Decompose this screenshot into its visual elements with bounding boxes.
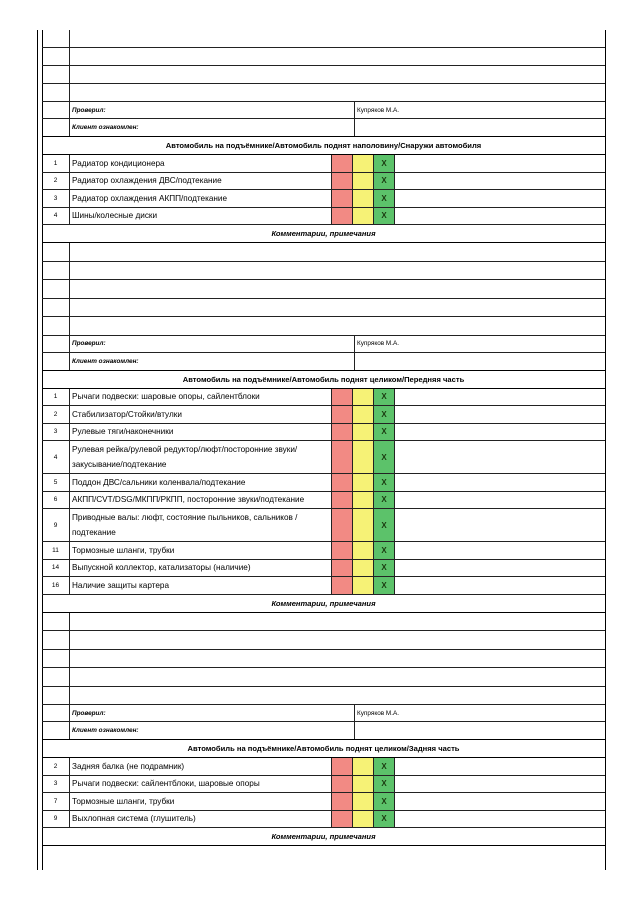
item-label-text: Шины/колесные диски — [72, 211, 158, 221]
status-green-cell[interactable]: X — [373, 776, 394, 793]
status-green-cell[interactable]: X — [373, 406, 394, 423]
item-label — [69, 811, 331, 828]
status-green-cell[interactable]: X — [373, 758, 394, 775]
item-label — [69, 190, 331, 207]
item-note-cell[interactable] — [394, 173, 605, 190]
item-label — [69, 758, 331, 775]
item-label-text: АКПП/CVT/DSG/МКПП/РКПП, посторонние звуки/подтекание — [72, 495, 305, 505]
blank-row — [42, 30, 605, 48]
checklist-row — [42, 155, 605, 173]
item-number: 2 — [53, 410, 58, 418]
item-label-text: Выхлопная система (глушитель) — [72, 814, 196, 824]
status-yellow-cell[interactable] — [352, 560, 373, 577]
item-label-text: Поддон ДВС/сальники коленвала/подтекание — [72, 477, 246, 487]
status-red-cell[interactable] — [331, 424, 352, 441]
blank-cell[interactable] — [69, 613, 605, 631]
status-green-cell[interactable]: X — [373, 793, 394, 810]
item-label-text: Задняя балка (не подрамник) — [72, 761, 185, 771]
blank-cell[interactable] — [69, 243, 605, 261]
comments-header — [42, 595, 605, 613]
comments-header — [42, 225, 605, 243]
checked-by-value: Купряков М.А. — [354, 336, 605, 352]
checklist-row — [42, 173, 605, 191]
blank-row — [42, 613, 605, 632]
item-label — [69, 577, 331, 594]
checked-by-label: Проверил: — [69, 102, 354, 118]
status-green-cell[interactable]: X — [373, 173, 394, 190]
item-number: 16 — [51, 581, 60, 589]
status-red-cell[interactable] — [331, 208, 352, 225]
blank-cell[interactable] — [69, 631, 605, 649]
status-green-cell[interactable]: X — [373, 474, 394, 491]
item-label — [69, 441, 331, 473]
client-row — [42, 119, 605, 137]
blank-cell[interactable] — [69, 299, 605, 317]
item-label-text: Рычаги подвески: сайлентблоки, шаровые опоры — [72, 779, 260, 789]
checklist-row — [42, 424, 605, 442]
status-green-cell[interactable]: X — [373, 560, 394, 577]
item-label-text: Выпускной коллектор, катализаторы (наличие) — [72, 563, 251, 573]
checklist-row — [42, 190, 605, 208]
item-note-cell[interactable] — [394, 758, 605, 775]
item-label-text: Наличие защиты картера — [72, 580, 170, 590]
item-number: 7 — [53, 797, 58, 805]
blank-row — [42, 687, 605, 706]
status-yellow-cell[interactable] — [352, 208, 373, 225]
item-note-cell[interactable] — [394, 542, 605, 559]
status-yellow-cell[interactable] — [352, 474, 373, 491]
client-row — [42, 353, 605, 371]
item-note-cell[interactable] — [394, 406, 605, 423]
item-note-cell[interactable] — [394, 389, 605, 406]
client-acknowledged-label: Клиент ознакомлен: — [69, 353, 354, 370]
status-red-cell[interactable] — [331, 389, 352, 406]
status-red-cell[interactable] — [331, 776, 352, 793]
status-green-cell[interactable]: X — [373, 811, 394, 828]
item-label-text: Приводные валы: люфт, состояние пыльников, сальников / подтекание — [72, 513, 298, 537]
blank-row — [42, 84, 605, 102]
status-yellow-cell[interactable] — [352, 441, 373, 473]
item-number: 9 — [53, 815, 58, 823]
item-label-text: Рулевая рейка/рулевой редуктор/люфт/посторонние звуки/закусывание/подтекание — [72, 445, 298, 469]
item-number: 2 — [53, 177, 58, 185]
status-yellow-cell[interactable] — [352, 509, 373, 541]
status-yellow-cell[interactable] — [352, 577, 373, 594]
status-green-cell[interactable]: X — [373, 577, 394, 594]
status-yellow-cell[interactable] — [352, 811, 373, 828]
status-red-cell[interactable] — [331, 542, 352, 559]
status-green-cell[interactable]: X — [373, 441, 394, 473]
status-yellow-cell[interactable] — [352, 793, 373, 810]
item-label-text: Рычаги подвески: шаровые опоры, сайлентблоки — [72, 392, 260, 402]
item-note-cell[interactable] — [394, 509, 605, 541]
section-header — [42, 740, 605, 758]
blank-cell[interactable] — [69, 66, 605, 83]
status-red-cell[interactable] — [331, 758, 352, 775]
checklist-row — [42, 208, 605, 226]
item-label — [69, 155, 331, 172]
status-red-cell[interactable] — [331, 577, 352, 594]
right-border — [605, 30, 606, 870]
status-red-cell[interactable] — [331, 560, 352, 577]
item-label-text: Радиатор охлаждения АКПП/подтекание — [72, 193, 228, 203]
item-label — [69, 406, 331, 423]
status-red-cell[interactable] — [331, 173, 352, 190]
item-label — [69, 208, 331, 225]
blank-cell[interactable] — [69, 48, 605, 65]
item-label — [69, 776, 331, 793]
blank-row — [42, 668, 605, 687]
item-number: 9 — [53, 521, 58, 529]
item-number: 4 — [53, 212, 58, 220]
status-red-cell[interactable] — [331, 509, 352, 541]
blank-row — [42, 650, 605, 669]
item-number: 14 — [51, 564, 60, 572]
blank-row — [42, 317, 605, 336]
checked-by-row — [42, 336, 605, 353]
status-green-cell[interactable]: X — [373, 542, 394, 559]
client-signature-field[interactable] — [354, 119, 605, 136]
item-label — [69, 793, 331, 810]
blank-cell[interactable] — [69, 280, 605, 298]
blank-cell[interactable] — [69, 687, 605, 705]
comments-title: Комментарии, примечания — [271, 832, 376, 841]
checklist-row — [42, 389, 605, 407]
checked-by-value: Купряков М.А. — [354, 705, 605, 721]
section-header — [42, 137, 605, 155]
item-label — [69, 560, 331, 577]
checked-by-row — [42, 102, 605, 119]
section-title: Автомобиль на подъёмнике/Автомобиль поднят целиком/Задняя часть — [187, 744, 460, 753]
checklist-row — [42, 560, 605, 578]
client-signature-field[interactable] — [354, 353, 605, 370]
checklist-row — [42, 577, 605, 595]
item-note-cell[interactable] — [394, 776, 605, 793]
blank-row — [42, 299, 605, 318]
item-label — [69, 424, 331, 441]
checklist-row — [42, 758, 605, 776]
blank-row — [42, 631, 605, 650]
blank-row — [42, 66, 605, 84]
checklist-row — [42, 776, 605, 794]
checklist-row — [42, 509, 605, 542]
status-yellow-cell[interactable] — [352, 190, 373, 207]
item-number: 6 — [53, 496, 58, 504]
client-acknowledged-label: Клиент ознакомлен: — [69, 722, 354, 739]
item-label-text: Радиатор кондиционера — [72, 158, 165, 168]
client-row — [42, 722, 605, 740]
blank-row — [42, 48, 605, 66]
status-red-cell[interactable] — [331, 793, 352, 810]
checklist-row — [42, 811, 605, 829]
checklist-row — [42, 542, 605, 560]
section-title: Автомобиль на подъёмнике/Автомобиль поднят наполовину/Снаружи автомобиля — [165, 141, 482, 150]
status-red-cell[interactable] — [331, 406, 352, 423]
comments-title: Комментарии, примечания — [271, 229, 376, 238]
status-green-cell[interactable]: X — [373, 424, 394, 441]
item-label-text: Радиатор охлаждения ДВС/подтекание — [72, 176, 222, 186]
item-number: 11 — [52, 546, 59, 554]
item-label — [69, 509, 331, 541]
item-label — [69, 389, 331, 406]
item-number: 2 — [53, 762, 58, 770]
status-green-cell[interactable]: X — [373, 509, 394, 541]
status-yellow-cell[interactable] — [352, 389, 373, 406]
item-number: 3 — [53, 194, 58, 202]
item-label — [69, 542, 331, 559]
status-red-cell[interactable] — [331, 492, 352, 509]
status-yellow-cell[interactable] — [352, 542, 373, 559]
status-green-cell[interactable]: X — [373, 208, 394, 225]
item-note-cell[interactable] — [394, 424, 605, 441]
item-label — [69, 474, 331, 491]
comments-title: Комментарии, примечания — [271, 598, 376, 608]
status-green-cell[interactable]: X — [373, 389, 394, 406]
item-note-cell[interactable] — [394, 474, 605, 491]
checklist-row — [42, 406, 605, 424]
item-label-text: Рулевые тяги/наконечники — [72, 427, 174, 437]
blank-cell[interactable] — [69, 30, 605, 47]
section-title: Автомобиль на подъёмнике/Автомобиль поднят целиком/Передняя часть — [182, 374, 465, 384]
item-note-cell[interactable] — [394, 577, 605, 594]
status-yellow-cell[interactable] — [352, 173, 373, 190]
item-note-cell[interactable] — [394, 560, 605, 577]
blank-cell[interactable] — [69, 668, 605, 686]
checklist-row — [42, 793, 605, 811]
status-yellow-cell[interactable] — [352, 776, 373, 793]
item-label — [69, 492, 331, 509]
checked-by-label: Проверил: — [69, 705, 354, 721]
item-label — [69, 173, 331, 190]
status-green-cell[interactable]: X — [373, 155, 394, 172]
status-red-cell[interactable] — [331, 474, 352, 491]
blank-row — [42, 243, 605, 262]
client-signature-field[interactable] — [354, 722, 605, 739]
status-yellow-cell[interactable] — [352, 424, 373, 441]
status-yellow-cell[interactable] — [352, 406, 373, 423]
item-label-text: Тормозные шланги, трубки — [72, 545, 175, 555]
item-note-cell[interactable] — [394, 155, 605, 172]
status-green-cell[interactable]: X — [373, 492, 394, 509]
blank-row — [42, 262, 605, 281]
item-note-cell[interactable] — [394, 208, 605, 225]
status-red-cell[interactable] — [331, 190, 352, 207]
status-green-cell[interactable]: X — [373, 190, 394, 207]
status-red-cell[interactable] — [331, 441, 352, 473]
item-note-cell[interactable] — [394, 190, 605, 207]
comments-header — [42, 828, 605, 846]
checklist-row — [42, 474, 605, 492]
item-note-cell[interactable] — [394, 441, 605, 473]
item-number: 5 — [53, 478, 58, 486]
blank-row — [42, 280, 605, 299]
item-note-cell[interactable] — [394, 492, 605, 509]
item-number: 1 — [53, 159, 58, 167]
item-number: 1 — [53, 393, 58, 401]
item-note-cell[interactable] — [394, 811, 605, 828]
item-label-text: Тормозные шланги, трубки — [72, 796, 175, 806]
status-yellow-cell[interactable] — [352, 758, 373, 775]
item-number: 3 — [53, 428, 58, 436]
item-number: 4 — [53, 453, 58, 461]
section-header — [42, 371, 605, 389]
blank-cell[interactable] — [69, 84, 605, 101]
item-note-cell[interactable] — [394, 793, 605, 810]
client-acknowledged-label: Клиент ознакомлен: — [69, 119, 354, 136]
status-red-cell[interactable] — [331, 155, 352, 172]
status-red-cell[interactable] — [331, 811, 352, 828]
checklist-row — [42, 492, 605, 510]
checked-by-label: Проверил: — [69, 336, 354, 352]
outer-left-border — [37, 30, 38, 870]
status-yellow-cell[interactable] — [352, 155, 373, 172]
checked-by-value: Купряков М.А. — [354, 102, 605, 118]
blank-cell[interactable] — [69, 650, 605, 668]
blank-cell[interactable] — [69, 262, 605, 280]
blank-cell[interactable] — [69, 317, 605, 335]
checked-by-row — [42, 705, 605, 722]
item-label-text: Стабилизатор/Стойки/втулки — [72, 409, 182, 419]
status-yellow-cell[interactable] — [352, 492, 373, 509]
checklist-row — [42, 441, 605, 474]
item-number: 3 — [53, 780, 58, 788]
